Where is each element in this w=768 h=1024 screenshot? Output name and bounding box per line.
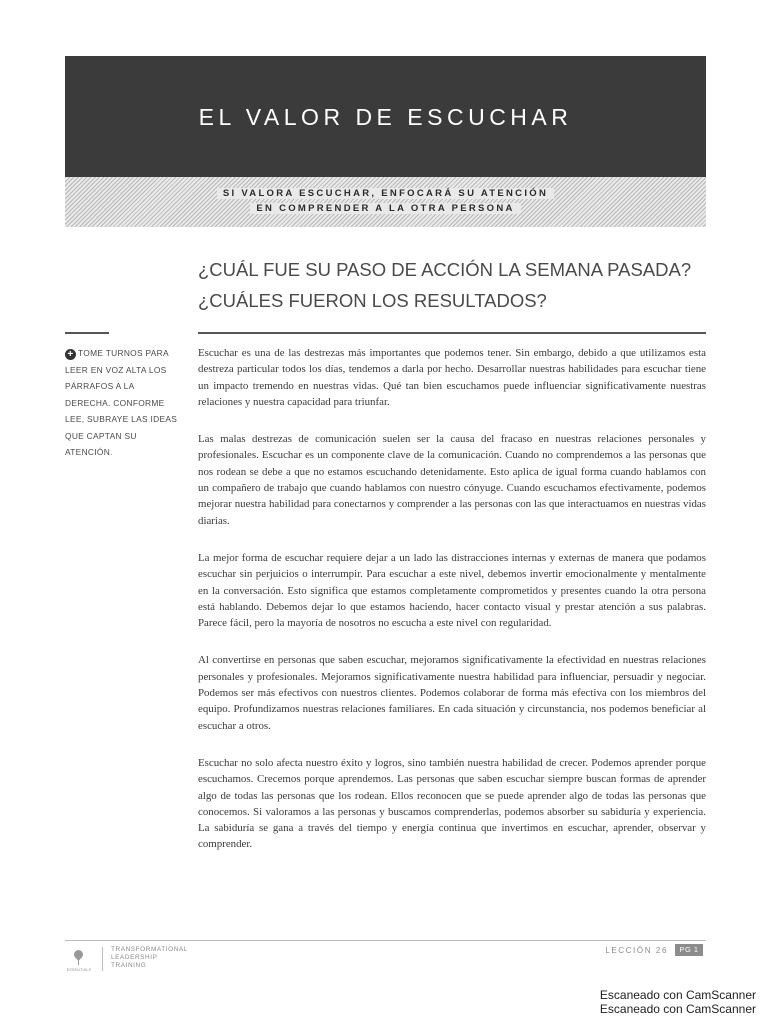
title-banner [65, 56, 706, 177]
map-pin-icon [72, 948, 85, 961]
paragraph: Escuchar es una de las destrezas más importantes que podemos tener. Sin embargo, debido a que utilizamos esta destreza particular todos los días, tendemos a darla por hecho. Desarrollar nuestras habilidades para escuchar tiene un impacto tremendo en nuestras vidas. Qué tan bien escuchamos puede influenciar significativamente nuestras relaciones y nuestra capacidad para triunfar. [198, 347, 706, 408]
brand-line-1: TRANSFORMATIONAL [111, 946, 188, 953]
subtitle-line-1: SI VALORA ESCUCHAR, ENFOCARÁ SU ATENCIÓN [217, 188, 554, 199]
scanner-watermark: Escaneado con CamScanner [599, 1002, 756, 1016]
brand-line-2: LEADERSHIP [111, 953, 158, 961]
lesson-label: LECCIÓN 26 [605, 946, 668, 955]
content-divider [198, 332, 706, 334]
paragraph: Escuchar no solo afecta nuestro éxito y logros, sino también nuestra habilidad de crecer. Podemos aprender porque escuchamos. Crecemos porque aprendemos. Las personas que saben escuchar siempre buscan formas de aprender algo de todas las personas que los rodean. Ellos reconocen que se puede aprender algo de todas las personas que conocemos. Si valoramos a las personas y buscamos comprenderlas, podemos absorber su sabiduría y experiencia. La sabiduría se gana a través del tiempo y energía continua que invertimos en escuchar, aprender, observar y comprender. [198, 756, 706, 851]
footer-vertical-divider [102, 947, 103, 971]
paragraph: Al convertirse en personas que saben escuchar, mejoramos significativamente la efectividad en nuestras relaciones personales y profesionales. Mejoramos significativamente nuestra habilidad para influenciar, persuadir y negociar. Podemos ser más efectivos con nuestros clientes. Podemos colaborar de forma más efectiva con los miembros del equipo. Profundizamos nuestras relaciones familiares. En cada situación y circunstancia, nos podemos beneficiar al escuchar a otros. [198, 654, 706, 732]
scanner-watermark: Escaneado con CamScanner [599, 988, 756, 1002]
paragraph: Las malas destrezas de comunicación suelen ser la causa del fracaso en nuestras relaciones personales y profesionales. Escuchar es un componente clave de la comunicación. Cuando no comprendemos a las personas que nos rodean se debe a que no estamos escuchando detenidamente. Esto aplica de igual forma cuando hablamos con un compañero de trabajo que cuando hablamos con nuestro cónyuge. Cuando escuchamos efectivamente, podemos mejorar nuestra habilidad para conectarnos y comprender a las personas con las que interactuamos en nuestras vidas diarias. [198, 433, 706, 527]
page-title: EL VALOR DE ESCUCHAR [198, 104, 573, 130]
question-line-2: ¿CUÁLES FUERON LOS RESULTADOS? [198, 290, 547, 311]
question-line-1: ¿CUÁL FUE SU PASO DE ACCIÓN LA SEMANA PASADA? [198, 259, 692, 280]
brand-name [111, 946, 188, 969]
plus-circle-icon: + [65, 349, 76, 360]
brand-line-3: TRAINING [111, 961, 147, 969]
sidebar-note [65, 345, 180, 461]
page-number-badge: PG 1 [675, 944, 703, 956]
sidebar-divider [65, 332, 109, 334]
article-body [198, 345, 706, 874]
subtitle [65, 186, 706, 216]
sidebar-note-text: TOME TURNOS PARA LEER EN VOZ ALTA LOS PÁRRAFOS A LA DERECHA. CONFORME LEE, SUBRAYE LAS IDEAS QUE CAPTAN SU ATENCIÓN. [65, 348, 178, 457]
action-step-question [198, 254, 708, 316]
map-pin-stem [78, 960, 79, 965]
footer-divider [65, 940, 706, 941]
paragraph: La mejor forma de escuchar requiere dejar a un lado las distracciones internas y externas de manera que podamos escuchar sin perjuicios o interrumpir. Para escuchar a este nivel, debemos invertir emocionalmente y mentalmente en la conversación. Esto significa que estamos completamente comprometidos y presentes cuando la otra persona está hablando. Debemos dejar lo que estamos haciendo, hacer contacto visual y prestar atención a sus palabras. Parece fácil, pero la mayoría de nosotros no escucha a este nivel con regularidad. [198, 551, 706, 630]
logo-wordmark: ESSENTIALS [66, 968, 92, 972]
subtitle-band [65, 177, 706, 227]
subtitle-line-2: EN COMPRENDER A LA OTRA PERSONA [250, 203, 520, 214]
